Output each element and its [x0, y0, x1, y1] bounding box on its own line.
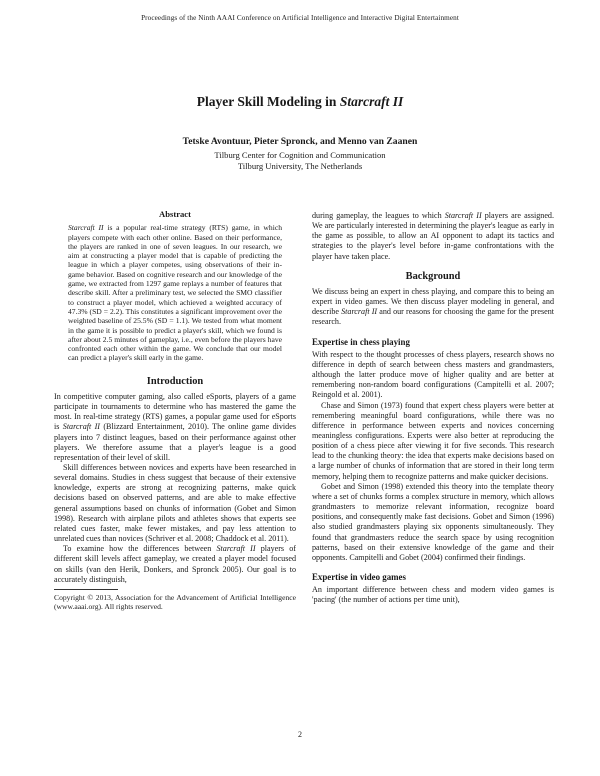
affiliation-line-1: Tilburg Center for Cognition and Communication	[214, 150, 386, 160]
intro-p3-b: players of different skill levels affect gameplay, we created a player model focused on skills (van den Herik, Donkers, and Spronck 2005). Our goal is to accurately distinguish,	[54, 544, 296, 584]
title-main: Player Skill Modeling in	[196, 94, 340, 109]
copyright-footnote: Copyright © 2013, Association for the Advancement of Artificial Intelligence (www.aaai.org). All rights reserved.	[54, 592, 296, 612]
abstract-block	[68, 210, 282, 363]
background-heading: Background	[405, 270, 461, 282]
bg-a: We discuss being an expert in chess playing, and compare this to being an expert in video games. We then discuss player modeling in general, and describe	[312, 286, 554, 317]
chess-expertise-heading: Expertise in chess playing	[312, 336, 410, 347]
bg-game: Starcraft II	[341, 307, 378, 317]
author-list: Tetske Avontuur, Pieter Spronck, and Menno van Zaanen	[182, 136, 418, 147]
abstract-game-name: Starcraft II	[68, 223, 104, 233]
title-game-name: Starcraft II	[339, 94, 404, 109]
intro-p1-a: In competitive computer gaming, also called eSports, players of a game participate in tournaments to determine who has mastered the game the most. In real-time strategy (RTS) games, a popular game used for eSports is	[54, 391, 296, 432]
paper-title	[0, 94, 600, 110]
background-paragraph	[312, 287, 554, 328]
left-column	[54, 210, 296, 612]
cont-a: during gameplay, the leagues to which	[312, 211, 445, 220]
cont-game: Starcraft II	[444, 211, 482, 220]
proceedings-header: Proceedings of the Ninth AAAI Conference on Artificial Intelligence and Interactive Digital Entertainment	[141, 14, 459, 22]
intro-p3-game: Starcraft II	[216, 544, 256, 554]
introduction-heading: Introduction	[146, 375, 204, 387]
cont-b: players are assigned. We are particularly interested in determining the player's league as early in the game as possible, to allow an AI opponent to adapt its tactics and strategies to the player's level before in-game confrontations with the player have taken place.	[312, 211, 554, 261]
intro-paragraph-2: Skill differences between novices and experts have been researched in several domains. Studies in chess suggest that because of their extensive knowledge, experts are strong at recognizing patterns, make quick decisions based on observed patterns, and are able to make effective general assumptions based on chunks of information (Gobet and Simon 1998). Research with airplane pilots and athletes shows that experts see related cues faster, make fewer mistakes, and pay less attention to unrelated cues than novices (Schriver et al. 2008; Chaddock et al. 2011).	[54, 463, 296, 544]
video-games-paragraph-1: An important difference between chess and modern video games is 'pacing' (the number of actions per time unit),	[312, 585, 554, 605]
chess-paragraph-1: With respect to the thought processes of chess players, research shows no difference in depth of search between chess masters and grandmasters, although the latter produce move of higher quality and are better at remembering non-random board configurations (Campitelli et al. 2007; Reingold et al. 2001).	[312, 349, 554, 400]
chess-paragraph-3: Gobet and Simon (1998) extended this theory into the template theory where a set of chunks forms a complex structure in memory, which allows grandmasters to memorize relevant information, recognize board positions, and consequently make fast decisions. Gobet and Simon (1996) also studied grandmasters playing six opponents simultaneously. They found that grandmasters reduce the search space by using recognition patterns, based on their extensive knowledge of the game and their opponents. Campitelli and Gobet (2004) confirmed their findings.	[312, 481, 554, 562]
chess-paragraph-2: Chase and Simon (1973) found that expert chess players were better at remembering meaningful board configurations, while there was no difference in performance between experts and novices concerning meaningless configurations. Experts were also better at reproducing the position of a chess piece after viewing it for five seconds. This research lead to the chunking theory: the idea that experts make decisions based on a large number of chunks of information that are stored in their long term memory, helping them to recognize patterns and make quicker decisions.	[312, 400, 554, 481]
video-games-expertise-heading: Expertise in video games	[312, 572, 406, 582]
abstract-heading: Abstract	[159, 209, 191, 219]
right-column	[312, 211, 554, 605]
abstract-body: is a popular real-time strategy (RTS) game, in which players compete with each other online. Based on their performance, the players are ranked in one of seven leagues. In our research, we aim at constructing a player model that is capable of predicting the league in which a player competes, using observations of their in-game behavior. Based on cognitive research and our knowledge of the game, we extracted from 1297 game replays a number of features that describe skill. After a preliminary test, we selected the SMO classifier to construct a player model, which achieved a weighted accuracy of 47.3% (SD = 2.2). This constitutes a significant improvement over the weighted baseline of 25.5% (SD = 1.1). We tested from what moment in the game it is possible to predict a player's skill, which we found is after about 2.5 minutes of gameplay, i.e., even before the players have confronted each other within the game. We conclude that our model can predict a player's skill early in the game.	[68, 223, 282, 363]
intro-paragraph-3	[54, 544, 296, 585]
intro-continuation	[312, 211, 554, 262]
footnote-rule	[54, 589, 118, 590]
affiliation-line-2: Tilburg University, The Netherlands	[237, 161, 363, 171]
intro-p1-b: (Blizzard Entertainment, 2010). The online game divides players into 7 distinct leagues, based on their performance against other players. We therefore assume that a player's league is a good representation of their level of skill.	[54, 422, 296, 462]
intro-p3-a: To examine how the differences between	[63, 544, 217, 554]
bg-b: and our reasons for choosing the game for the present research.	[312, 307, 554, 327]
page-number: 2	[298, 730, 302, 739]
intro-p1-game: Starcraft II	[62, 422, 100, 432]
intro-paragraph-1	[54, 392, 296, 463]
abstract-text	[68, 223, 282, 362]
